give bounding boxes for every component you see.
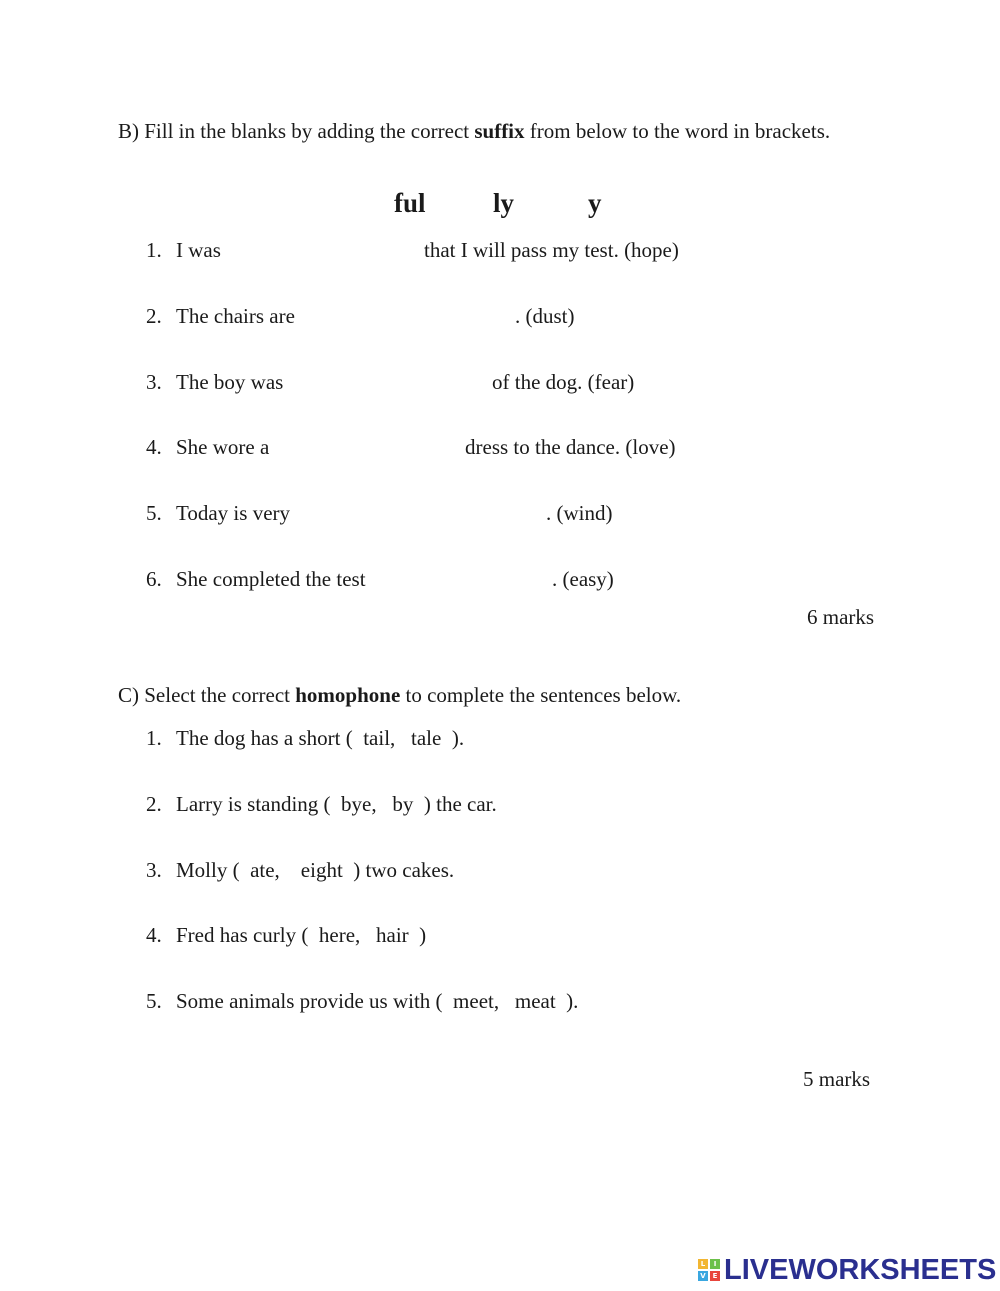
- item-text-before: The chairs are: [176, 304, 295, 328]
- item-text: The dog has a short ( tail, tale ).: [176, 726, 465, 750]
- section-b-instruction: [118, 117, 838, 145]
- suffix-ful: ful: [394, 188, 426, 218]
- item-number: 5.: [146, 989, 162, 1013]
- item-text-after: dress to the dance. (love): [465, 435, 676, 459]
- section-b-label: B) Fill in the blanks by adding the correct: [118, 119, 475, 143]
- item-number: 1.: [146, 726, 162, 750]
- item-number: 3.: [146, 370, 162, 394]
- logo-block: E: [710, 1271, 720, 1281]
- logo-text: LIVEWORKSHEETS: [724, 1253, 997, 1286]
- item-text-before: Today is very: [176, 501, 291, 525]
- logo-block: V: [698, 1271, 708, 1281]
- item-text-before: I was: [176, 238, 221, 262]
- section-c-rest: to complete the sentences below.: [400, 683, 682, 707]
- section-c-marks: 5 marks: [803, 1067, 871, 1091]
- item-text-after: of the dog. (fear): [492, 370, 635, 394]
- section-b-keyword: suffix: [474, 119, 525, 143]
- item-text-after: . (easy): [552, 567, 614, 591]
- suffix-y: y: [588, 188, 602, 218]
- item-number: 6.: [146, 567, 162, 591]
- item-text-after: that I will pass my test. (hope): [424, 238, 679, 262]
- section-b-rest: from below to the word in brackets.: [524, 119, 831, 143]
- logo-block: I: [710, 1259, 720, 1269]
- item-number: 3.: [146, 858, 162, 882]
- item-number: 2.: [146, 304, 162, 328]
- item-number: 1.: [146, 238, 162, 262]
- item-text: Larry is standing ( bye, by ) the car.: [176, 792, 497, 816]
- section-c-label: C) Select the correct: [118, 683, 296, 707]
- item-number: 2.: [146, 792, 162, 816]
- liveworksheets-logo: [698, 1253, 997, 1286]
- item-number: 5.: [146, 501, 162, 525]
- item-number: 4.: [146, 435, 162, 459]
- logo-block: L: [698, 1259, 708, 1269]
- item-text-before: The boy was: [176, 370, 284, 394]
- item-text-after: . (dust): [515, 304, 575, 328]
- suffix-ly: ly: [493, 188, 515, 218]
- item-text-before: She completed the test: [176, 567, 366, 591]
- item-text-after: . (wind): [546, 501, 613, 525]
- item-number: 4.: [146, 923, 162, 947]
- logo-blocks-icon: [698, 1259, 720, 1281]
- section-b-marks: 6 marks: [807, 605, 875, 629]
- section-c-instruction: [118, 681, 838, 709]
- item-text: Molly ( ate, eight ) two cakes.: [176, 858, 455, 882]
- item-text-before: She wore a: [176, 435, 270, 459]
- item-text: Fred has curly ( here, hair ): [176, 923, 427, 947]
- item-text: Some animals provide us with ( meet, meat ).: [176, 989, 579, 1013]
- section-c-keyword: homophone: [295, 683, 401, 707]
